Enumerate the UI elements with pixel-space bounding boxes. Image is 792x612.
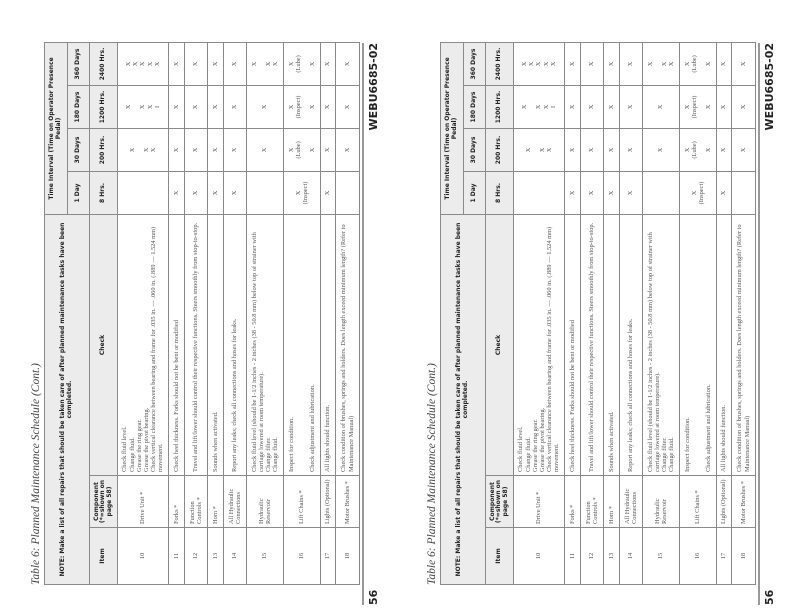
check-cell: Check fluid level (should be 1-1/2 inches - 2 inches (38 - 50.8 mm) below top of strainer with carriage lowered at room temperature). Change filter. Change fluid. bbox=[247, 214, 284, 475]
check-cell: All lights should function. bbox=[717, 214, 732, 475]
component-cell: Hydraulic Reservoir bbox=[643, 476, 680, 528]
interval-days-header: 180 Days bbox=[464, 85, 486, 128]
item-cell: 11 bbox=[565, 528, 581, 585]
interval-180day-cell: X (Inspect) X bbox=[680, 85, 717, 128]
interval-30day-cell: X bbox=[604, 128, 620, 171]
interval-360day-cell: X (Lube) X bbox=[680, 42, 717, 85]
component-cell: Forks * bbox=[169, 476, 185, 528]
table-row bbox=[514, 42, 565, 584]
component-cell: Motor Brushes * bbox=[336, 476, 360, 528]
check-header: Check bbox=[486, 214, 514, 475]
interval-1day-cell: X bbox=[185, 171, 208, 214]
item-cell: 15 bbox=[247, 528, 284, 585]
table-row bbox=[565, 42, 581, 584]
interval-180day-cell: X bbox=[224, 85, 247, 128]
table-row bbox=[620, 42, 643, 584]
item-header: Item bbox=[486, 528, 514, 585]
table-row bbox=[247, 42, 284, 584]
table-row bbox=[321, 42, 336, 584]
table-row bbox=[680, 42, 717, 584]
interval-30day-cell: X bbox=[208, 128, 224, 171]
interval-hrs-header: 200 Hrs. bbox=[486, 128, 514, 171]
interval-180day-cell: X bbox=[247, 85, 284, 128]
interval-days-header: 30 Days bbox=[464, 128, 486, 171]
note-header: NOTE: Make a list of all repairs that should be taken care of after planned maintenance tasks have been completed. bbox=[45, 214, 90, 584]
interval-180day-cell: X bbox=[565, 85, 581, 128]
table-row bbox=[208, 42, 224, 584]
item-cell: 15 bbox=[643, 528, 680, 585]
interval-hrs-header: 1200 Hrs. bbox=[90, 85, 118, 128]
item-cell: 12 bbox=[185, 528, 208, 585]
component-cell: Drive Unit * bbox=[118, 476, 169, 528]
interval-30day-cell: X bbox=[321, 128, 336, 171]
footer-rule bbox=[362, 43, 364, 605]
check-cell: Report any leaks; check all connections and hoses for leaks. bbox=[224, 214, 247, 475]
interval-180day-cell: X X X I bbox=[514, 85, 565, 128]
interval-30day-cell: X bbox=[224, 128, 247, 171]
check-cell: Check heel thickness. Forks should not be bent or modified bbox=[169, 214, 185, 475]
check-cell: Check condition of brushes, springs and holders. Does length exceed minimum length? (Refer to Maintenance Manual) bbox=[336, 214, 360, 475]
interval-30day-cell: X bbox=[247, 128, 284, 171]
interval-30day-cell: X bbox=[336, 128, 360, 171]
check-cell: Check fluid level. Change fluid. Grease the ring gear. Grease the pivot bearing. Check vertical clearance between bearing and frame for .035 in. — .060 in. (.889 — 1.524 mm) movement. bbox=[514, 214, 565, 475]
component-header: Component (*=shown on page 58) bbox=[90, 476, 118, 528]
item-cell: 13 bbox=[604, 528, 620, 585]
item-cell: 16 bbox=[680, 528, 717, 585]
interval-1day-cell bbox=[336, 171, 360, 214]
interval-1day-cell: X bbox=[565, 171, 581, 214]
component-cell: All Hydraulic Connections bbox=[224, 476, 247, 528]
interval-1day-cell: X bbox=[224, 171, 247, 214]
interval-360day-cell: X bbox=[224, 42, 247, 85]
interval-1day-cell bbox=[118, 171, 169, 214]
table-row bbox=[643, 42, 680, 584]
component-cell: Drive Unit * bbox=[514, 476, 565, 528]
interval-1day-cell bbox=[514, 171, 565, 214]
component-cell: Function Controls * bbox=[581, 476, 604, 528]
interval-180day-cell: X bbox=[321, 85, 336, 128]
interval-180day-cell: X bbox=[620, 85, 643, 128]
check-cell: Check condition of brushes, springs and holders. Does length exceed minimum length? (Refer to Maintenance Manual) bbox=[732, 214, 756, 475]
interval-30day-cell: X bbox=[717, 128, 732, 171]
interval-360day-cell: X bbox=[336, 42, 360, 85]
check-cell: Check fluid level. Change fluid. Grease the ring gear. Grease the pivot bearing. Check vertical clearance between bearing and frame for .035 in. — .060 in. (.889 — 1.524 mm) movement. bbox=[118, 214, 169, 475]
interval-1day-cell: X (Inspect) bbox=[284, 171, 321, 214]
interval-180day-cell: X bbox=[169, 85, 185, 128]
interval-days-header: 1 Day bbox=[464, 171, 486, 214]
interval-360day-cell: X bbox=[208, 42, 224, 85]
item-cell: 16 bbox=[284, 528, 321, 585]
check-cell: Inspect for condition. Check adjustment and lubrication. bbox=[680, 214, 717, 475]
interval-1day-cell: X bbox=[169, 171, 185, 214]
check-cell: Check heel thickness. Forks should not be bent or modified bbox=[565, 214, 581, 475]
item-cell: 14 bbox=[224, 528, 247, 585]
document-code: WEBU6685-02 bbox=[763, 43, 776, 131]
interval-1day-cell: X bbox=[620, 171, 643, 214]
component-cell: All Hydraulic Connections bbox=[620, 476, 643, 528]
interval-360day-cell: X bbox=[185, 42, 208, 85]
table-body bbox=[118, 42, 360, 584]
interval-180day-cell: X X X I bbox=[118, 85, 169, 128]
interval-1day-cell: X bbox=[321, 171, 336, 214]
table-row bbox=[118, 42, 169, 584]
interval-hrs-header: 8 Hrs. bbox=[90, 171, 118, 214]
interval-days-header: 360 Days bbox=[68, 42, 90, 85]
interval-1day-cell: X bbox=[208, 171, 224, 214]
interval-30day-cell: X bbox=[185, 128, 208, 171]
interval-180day-cell: X bbox=[717, 85, 732, 128]
interval-180day-cell: X bbox=[643, 85, 680, 128]
page-number: 56 bbox=[763, 589, 776, 605]
interval-30day-cell: X bbox=[620, 128, 643, 171]
interval-360day-cell: X bbox=[604, 42, 620, 85]
table-row bbox=[604, 42, 620, 584]
item-header: Item bbox=[90, 528, 118, 585]
component-cell: Function Controls * bbox=[185, 476, 208, 528]
interval-days-header: 1 Day bbox=[68, 171, 90, 214]
interval-hrs-header: 1200 Hrs. bbox=[486, 85, 514, 128]
interval-30day-cell: X bbox=[643, 128, 680, 171]
item-cell: 12 bbox=[581, 528, 604, 585]
interval-30day-cell: X X X bbox=[514, 128, 565, 171]
interval-180day-cell: X bbox=[336, 85, 360, 128]
item-cell: 13 bbox=[208, 528, 224, 585]
component-cell: Forks * bbox=[565, 476, 581, 528]
table-row bbox=[284, 42, 321, 584]
interval-360day-cell: X bbox=[732, 42, 756, 85]
interval-30day-cell: X X X bbox=[118, 128, 169, 171]
interval-360day-cell: X bbox=[321, 42, 336, 85]
interval-360day-cell: X bbox=[169, 42, 185, 85]
check-cell: Inspect for condition. Check adjustment and lubrication. bbox=[284, 214, 321, 475]
interval-180day-cell: X bbox=[185, 85, 208, 128]
interval-180day-cell: X bbox=[581, 85, 604, 128]
interval-360day-cell: X X X X X bbox=[514, 42, 565, 85]
component-cell: Lift Chains * bbox=[284, 476, 321, 528]
component-cell: Lights (Optional) bbox=[321, 476, 336, 528]
interval-1day-cell bbox=[643, 171, 680, 214]
item-cell: 11 bbox=[169, 528, 185, 585]
check-cell: Travel and lift/lower should control their respective functions. Steers smoothly from stop-to-stop. bbox=[185, 214, 208, 475]
interval-360day-cell: X (Lube) X bbox=[284, 42, 321, 85]
table-row bbox=[336, 42, 360, 584]
interval-days-header: 180 Days bbox=[68, 85, 90, 128]
interval-hrs-header: 2400 Hrs. bbox=[90, 42, 118, 85]
interval-30day-cell: X bbox=[565, 128, 581, 171]
check-cell: All lights should function. bbox=[321, 214, 336, 475]
interval-30day-cell: X bbox=[581, 128, 604, 171]
interval-1day-cell: X (Inspect) bbox=[680, 171, 717, 214]
maintenance-schedule-table bbox=[440, 42, 756, 585]
note-header: NOTE: Make a list of all repairs that should be taken care of after planned maintenance tasks have been completed. bbox=[441, 214, 486, 584]
interval-360day-cell: X bbox=[565, 42, 581, 85]
item-cell: 14 bbox=[620, 528, 643, 585]
component-cell: Hydraulic Reservoir bbox=[247, 476, 284, 528]
check-cell: Travel and lift/lower should control their respective functions. Steers smoothly from stop-to-stop. bbox=[581, 214, 604, 475]
time-interval-header: Time Interval (Time on Operator Presence Pedal) bbox=[45, 42, 68, 214]
maintenance-schedule-table bbox=[44, 42, 360, 585]
item-cell: 17 bbox=[321, 528, 336, 585]
document-page-right bbox=[396, 0, 792, 612]
interval-360day-cell: X bbox=[581, 42, 604, 85]
interval-days-header: 360 Days bbox=[464, 42, 486, 85]
component-cell: Motor Brushes * bbox=[732, 476, 756, 528]
interval-30day-cell: X (Lube) X bbox=[680, 128, 717, 171]
component-cell: Lift Chains * bbox=[680, 476, 717, 528]
table-row bbox=[169, 42, 185, 584]
interval-360day-cell: X bbox=[717, 42, 732, 85]
interval-hrs-header: 200 Hrs. bbox=[90, 128, 118, 171]
table-row bbox=[717, 42, 732, 584]
check-cell: Check fluid level (should be 1-1/2 inches - 2 inches (38 - 50.8 mm) below top of strainer with carriage lowered at room temperature). Change filter. Change fluid. bbox=[643, 214, 680, 475]
interval-1day-cell bbox=[247, 171, 284, 214]
interval-1day-cell: X bbox=[717, 171, 732, 214]
table-row bbox=[185, 42, 208, 584]
item-cell: 10 bbox=[118, 528, 169, 585]
check-cell: Report any leaks; check all connections and hoses for leaks. bbox=[620, 214, 643, 475]
interval-360day-cell: X bbox=[620, 42, 643, 85]
component-cell: Lights (Optional) bbox=[717, 476, 732, 528]
interval-1day-cell bbox=[732, 171, 756, 214]
table-title: Table 6: Planned Maintenance Schedule (Cont.) bbox=[426, 363, 438, 585]
interval-30day-cell: X bbox=[732, 128, 756, 171]
table-row bbox=[581, 42, 604, 584]
check-header: Check bbox=[90, 214, 118, 475]
interval-days-header: 30 Days bbox=[68, 128, 90, 171]
component-header: Component (*=shown on page 58) bbox=[486, 476, 514, 528]
time-interval-header: Time Interval (Time on Operator Presence Pedal) bbox=[441, 42, 464, 214]
interval-180day-cell: X (Inspect) X bbox=[284, 85, 321, 128]
table-row bbox=[224, 42, 247, 584]
document-code: WEBU6685-02 bbox=[367, 43, 380, 131]
component-cell: Horn * bbox=[208, 476, 224, 528]
interval-360day-cell: X X X X X bbox=[118, 42, 169, 85]
interval-1day-cell: X bbox=[604, 171, 620, 214]
interval-360day-cell: X X X bbox=[247, 42, 284, 85]
item-cell: 10 bbox=[514, 528, 565, 585]
table-title: Table 6: Planned Maintenance Schedule (Cont.) bbox=[30, 363, 42, 585]
interval-hrs-header: 2400 Hrs. bbox=[486, 42, 514, 85]
item-cell: 18 bbox=[732, 528, 756, 585]
component-cell: Horn * bbox=[604, 476, 620, 528]
interval-180day-cell: X bbox=[604, 85, 620, 128]
check-cell: Sounds when activated. bbox=[208, 214, 224, 475]
footer-rule bbox=[758, 43, 760, 605]
item-cell: 17 bbox=[717, 528, 732, 585]
interval-180day-cell: X bbox=[208, 85, 224, 128]
table-row bbox=[732, 42, 756, 584]
interval-180day-cell: X bbox=[732, 85, 756, 128]
interval-360day-cell: X X X bbox=[643, 42, 680, 85]
item-cell: 18 bbox=[336, 528, 360, 585]
check-cell: Sounds when activated. bbox=[604, 214, 620, 475]
table-body bbox=[514, 42, 756, 584]
page-number: 56 bbox=[367, 589, 380, 605]
interval-30day-cell: X bbox=[169, 128, 185, 171]
interval-30day-cell: X (Lube) X bbox=[284, 128, 321, 171]
interval-hrs-header: 8 Hrs. bbox=[486, 171, 514, 214]
interval-1day-cell: X bbox=[581, 171, 604, 214]
